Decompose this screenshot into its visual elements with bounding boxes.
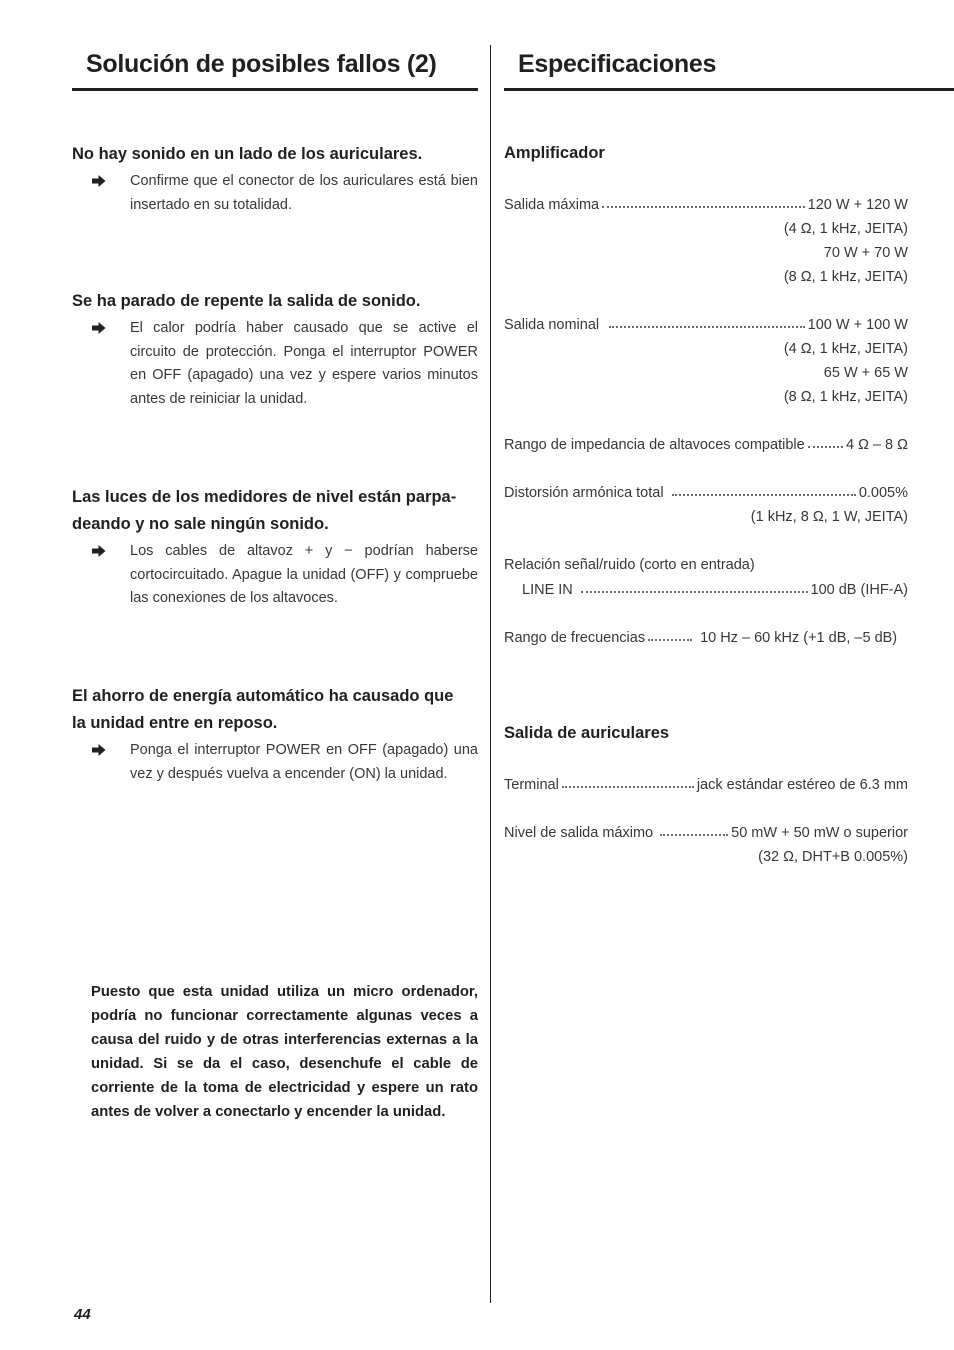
leader-dots	[609, 325, 805, 328]
issue-item	[72, 683, 478, 786]
spec-label: Rango de impedancia de altavoces compatible	[504, 437, 805, 453]
spec-frequency-range	[504, 626, 908, 650]
spec-snr-line-in	[522, 578, 908, 602]
spec-sub-value: (1 kHz, 8 Ω, 1 W, JEITA)	[750, 509, 908, 525]
issue-remedy	[72, 739, 478, 786]
issue-heading-line: deando y no sale ningún sonido.	[72, 515, 329, 533]
spec-value: 120 W + 120 W	[807, 197, 908, 213]
spec-value: 100 dB (IHF-A)	[810, 582, 908, 598]
spec-label: Salida máxima	[504, 197, 600, 213]
issue-heading-line: El ahorro de energía automático ha causado que	[72, 687, 454, 705]
arrow-right-icon	[92, 321, 106, 335]
spec-sub-value: (4 Ω, 1 kHz, JEITA)	[783, 341, 908, 357]
issue-item	[72, 484, 478, 611]
leader-dots	[808, 445, 843, 448]
leader-dots	[660, 833, 728, 836]
remedy-text: Confirme que el conector de los auriculares está bien insertado en su totalidad.	[130, 173, 478, 213]
spec-sub-value: (8 Ω, 1 kHz, JEITA)	[783, 269, 908, 285]
spec-label: Terminal	[504, 777, 559, 793]
microcomputer-note: Puesto que esta unidad utiliza un micro ordenador, podría no funcionar correctamente algunas veces a causa del ruido y de otras interferencias externas a la unidad. Si se da el caso, desenchufe el cable de corriente de la toma de electricidad y espere un rato antes de volver a conectarlo y encender la unidad.	[91, 984, 478, 1120]
issue-remedy	[72, 170, 478, 217]
spec-sub-value: (4 Ω, 1 kHz, JEITA)	[783, 221, 908, 237]
issue-heading: Se ha parado de repente la salida de sonido.	[72, 292, 421, 310]
spec-value: 4 Ω – 8 Ω	[846, 437, 908, 453]
troubleshooting-title: Solución de posibles fallos (2)	[72, 50, 478, 91]
spec-sub-value: (8 Ω, 1 kHz, JEITA)	[783, 389, 908, 405]
spec-sub-value: (32 Ω, DHT+B 0.005%)	[758, 849, 908, 865]
spec-value: 100 W + 100 W	[807, 317, 908, 333]
spec-value: 50 mW + 50 mW o superior	[731, 825, 908, 841]
spec-label: Salida nominal	[504, 317, 600, 333]
remedy-text: El calor podría haber causado que se active el circuito de protección. Ponga el interruptor POWER en OFF (apagado) una vez y espere varios minutos antes de reiniciar la unidad.	[130, 320, 478, 408]
leader-dots	[672, 493, 856, 496]
spec-max-output	[504, 193, 908, 217]
remedy-text: Los cables de altavoz + y − podrían haberse cortocircuitado. Apague la unidad (OFF) y compruebe las conexiones de los altavoces.	[130, 543, 478, 607]
spec-thd	[504, 481, 908, 505]
issue-heading	[72, 683, 478, 737]
arrow-right-icon	[92, 544, 106, 558]
column-divider	[490, 45, 491, 1303]
leader-dots	[648, 638, 692, 641]
arrow-right-icon	[92, 743, 106, 757]
spec-rated-output	[504, 313, 908, 337]
specifications-title: Especificaciones	[504, 50, 954, 91]
spec-value: jack estándar estéreo de 6.3 mm	[696, 777, 908, 793]
spec-label: LINE IN	[522, 582, 573, 598]
spec-impedance	[504, 433, 908, 457]
arrow-right-icon	[92, 174, 106, 188]
spec-label: Distorsión armónica total	[504, 485, 664, 501]
page-number: 44	[74, 1306, 91, 1323]
leader-dots	[562, 785, 694, 788]
spec-value: 10 Hz – 60 kHz (+1 dB, –5 dB)	[700, 630, 898, 646]
issue-remedy	[72, 540, 478, 611]
headphones-heading: Salida de auriculares	[504, 724, 670, 742]
issue-item	[72, 288, 478, 412]
spec-sub-value: 70 W + 70 W	[823, 245, 908, 261]
leader-dots	[602, 205, 805, 208]
issue-remedy	[72, 317, 478, 412]
spec-max-headphone-level	[504, 821, 908, 845]
leader-dots	[581, 590, 808, 593]
spec-label: Rango de frecuencias	[504, 630, 646, 646]
spec-value: 0.005%	[858, 485, 908, 501]
spec-snr-label: Relación señal/ruido (corto en entrada)	[504, 557, 755, 573]
spec-sub-value: 65 W + 65 W	[823, 365, 908, 381]
issue-heading-line: Las luces de los medidores de nivel están parpa-	[72, 488, 457, 506]
amplifier-heading: Amplificador	[504, 144, 605, 162]
spec-label: Nivel de salida máximo	[504, 825, 654, 841]
issue-heading: No hay sonido en un lado de los auriculares.	[72, 145, 423, 163]
spec-terminal	[504, 773, 908, 797]
issue-heading-line: la unidad entre en reposo.	[72, 714, 278, 732]
issue-heading	[72, 484, 478, 538]
remedy-text: Ponga el interruptor POWER en OFF (apagado) una vez y después vuelva a encender (ON) la unidad.	[130, 742, 478, 782]
issue-item	[72, 141, 478, 217]
